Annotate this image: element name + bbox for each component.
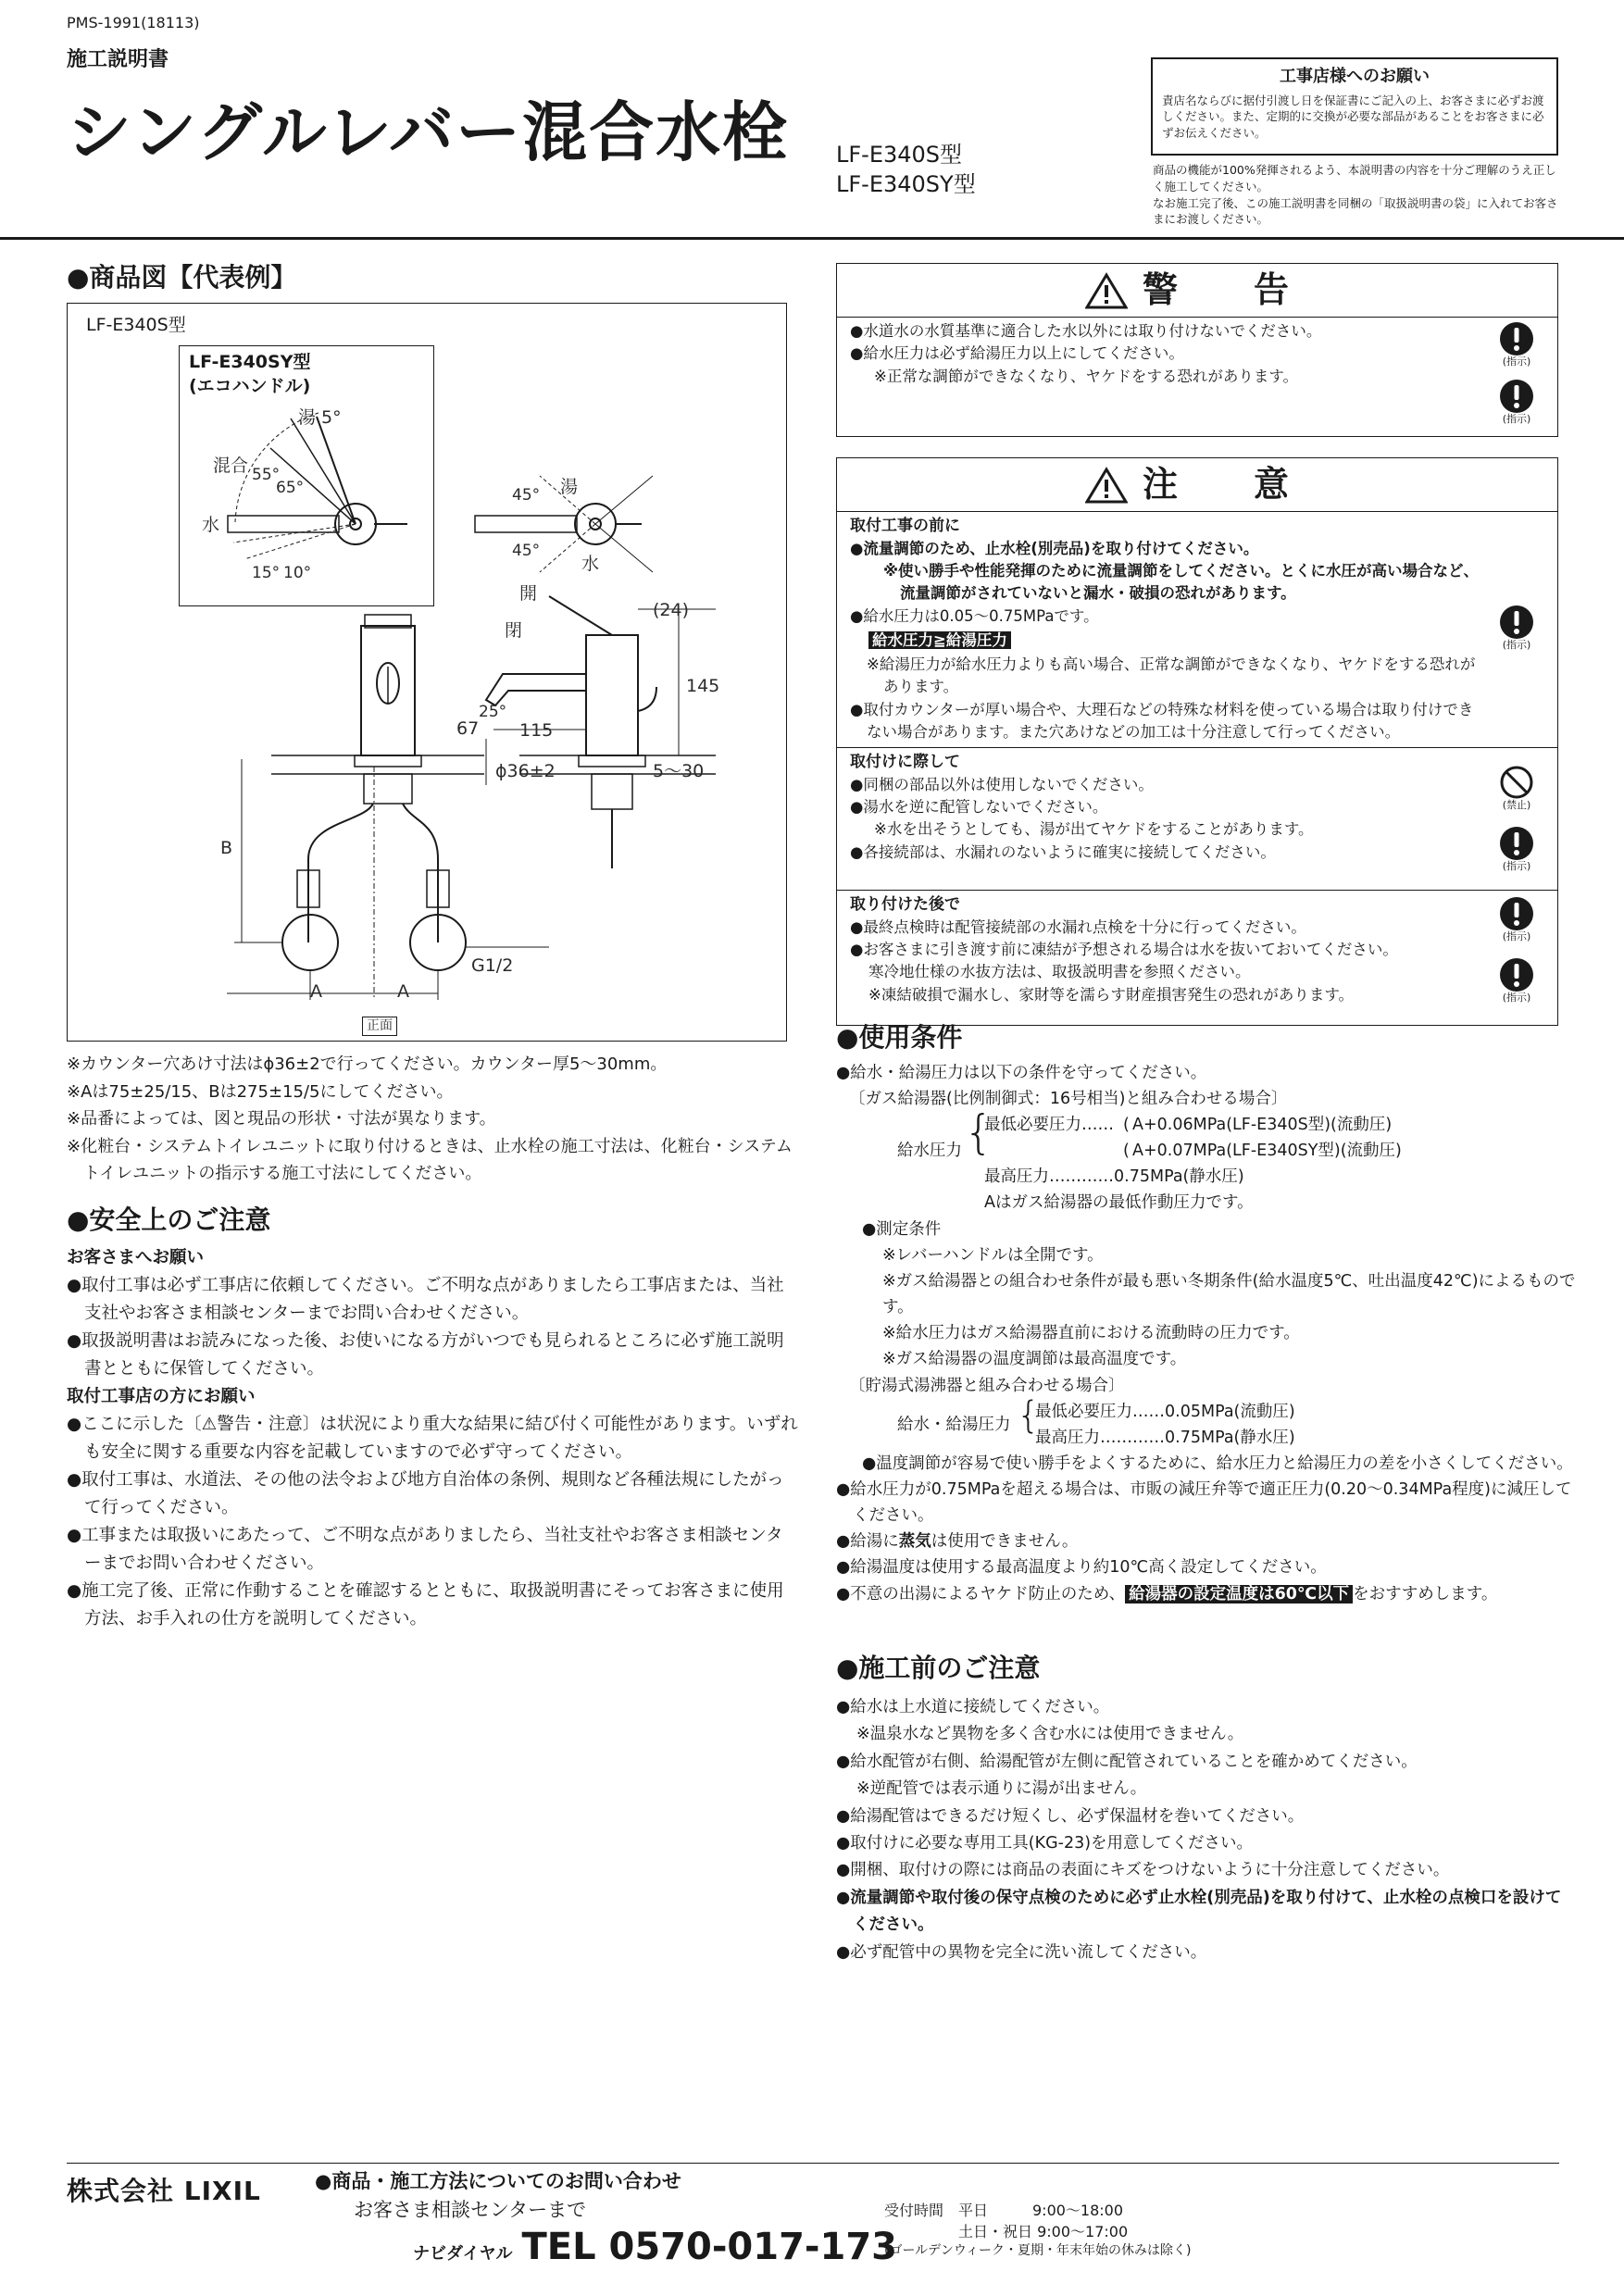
dim-145: 145 [686, 676, 720, 696]
safety-section-title: ●安全上のご注意 [67, 1204, 271, 1235]
caution-line: ※給湯圧力が給水圧力よりも高い場合、正常な調節ができなくなり、ヤケドをする恐れがあります。 [867, 655, 1476, 696]
inset-handle-label: (エコハンドル) [189, 376, 311, 396]
warning-title: 警 告 [1142, 269, 1309, 311]
caution-line: ●同梱の部品以外は使用しないでください。 [850, 775, 1154, 793]
brace-small-icon: ( [1123, 1116, 1130, 1135]
dim-24: (24) [653, 600, 690, 620]
min-pressure-sy: A+0.07MPa(LF-E340SY型)(流動圧) [1132, 1142, 1402, 1161]
instruction-icon [1493, 957, 1541, 1004]
pre-install-section-title: ●施工前のご注意 [836, 1653, 1041, 1683]
installer-notice-body: 責店名ならびに据付引渡し日を保証書にご記入の上、お客さまに必ずお渡しください。また、定期的に交換が必要な部品があることをお客さまに必ずお伝えください。 [1162, 93, 1544, 141]
instruction-icon [1493, 379, 1541, 425]
dim-B: B [220, 838, 233, 858]
measure-line: ※給水圧力はガス給湯器直前における流動時の圧力です。 [882, 1324, 1300, 1343]
caution-line: ●給水圧力は0.05〜0.75MPaです。 [850, 606, 1099, 625]
contact-sub: お客さま相談センターまで [354, 2198, 587, 2221]
angle-55: 55° [252, 466, 281, 484]
conditions-section-title: ●使用条件 [836, 1022, 963, 1053]
storage-max: 最高圧力…………0.75MPa(静水圧) [1035, 1428, 1295, 1447]
business-hours [884, 2201, 1192, 2261]
warning-box [836, 263, 1558, 437]
dim-A-right: A [397, 981, 409, 1002]
icon-caption: (指示) [1502, 639, 1531, 651]
label-mix: 混合 [213, 455, 249, 476]
gas-pressure-table [836, 1105, 1577, 1190]
pre-install-content [836, 1694, 1577, 1966]
scald-temp-highlight: 給湯器の設定温度は60℃以下 [1125, 1585, 1353, 1603]
label-hot: 湯 [560, 477, 579, 497]
warning-line: ●給水圧力は必ず給湯圧力以上にしてください。 [850, 344, 1184, 363]
exclamation-icon [1499, 379, 1534, 414]
navi-dial-label: ナビダイヤル [413, 2244, 513, 2264]
instruction-icon [1493, 605, 1541, 651]
inset-model-label: LF-E340SY型 [189, 352, 311, 372]
installer-notice-extra [1153, 162, 1560, 228]
customer-heading: お客さまへお願い [67, 1248, 205, 1267]
dim-G12: G1/2 [471, 955, 514, 976]
measure-line: ※レバーハンドルは全開です。 [882, 1245, 1104, 1265]
instruction-icon [1493, 321, 1541, 368]
measure-line: ※ガス給湯器との組合わせ条件が最も悪い冬期条件(給水温度5℃、吐出温度42℃)によるものです。 [882, 1271, 1576, 1317]
footer-divider [67, 2163, 1559, 2164]
caution-during-heading: 取付けに際して [850, 753, 960, 771]
caution-line: ●各接続部は、水漏れのないように確実に接続してください。 [850, 842, 1276, 861]
gas-heater-heading: 〔ガス給湯器(比例制御式：16号相当)と組み合わせる場合〕 [849, 1090, 1288, 1109]
model-numbers [836, 141, 976, 199]
storage-min: 最低必要圧力……0.05MPa(流動圧) [1035, 1402, 1295, 1421]
steam-note [836, 1529, 1577, 1554]
pre-install-item: ※逆配管では表示通りに湯が出ません。 [856, 1779, 1147, 1799]
scald-note-pre: ●不意の出湯によるヤケド防止のため、 [836, 1584, 1126, 1603]
steam-note-post: は使用できません。 [931, 1532, 1079, 1552]
caution-line: ※使い勝手や性能発揮のために流量調節をしてください。とくに水圧が高い場合など、流量調節がされていないと漏水・破損の恐れがあります。 [883, 562, 1480, 603]
pre-install-item: ●流量調節や取付後の保守点検のために必ず止水栓(別売品)を取り付けて、止水栓の点検口を設けてください。 [836, 1888, 1562, 1935]
figure-note: ※Aは75±25/15、Bは275±15/5にしてください。 [67, 1081, 454, 1102]
angle-45-top: 45° [512, 486, 541, 505]
caution-during-install [837, 748, 1557, 891]
caution-line: 寒冷地仕様の水抜方法は、取扱説明書を参照ください。 [868, 963, 1251, 981]
icon-caption: (指示) [1502, 992, 1531, 1004]
installer-notice-box [1151, 57, 1558, 156]
icon-caption: (指示) [1502, 860, 1531, 872]
warning-header [837, 264, 1557, 318]
figure-section-title: ●商品図【代表例】 [67, 262, 297, 293]
installer-item: ●工事または取扱いにあたって、ご不明な点がありましたら、当社支社やお客さま相談センターまでお問い合わせください。 [67, 1525, 783, 1573]
warning-line: ※正常な調節ができなくなり、ヤケドをする恐れがあります。 [874, 367, 1299, 385]
figure-notes [67, 1051, 798, 1188]
caution-line: ●湯水を逆に配管しないでください。 [850, 798, 1108, 817]
angle-25: 25° [479, 703, 507, 721]
icon-caption: (指示) [1502, 356, 1531, 368]
pressure-rule-badge: 給水圧力≧給湯圧力 [868, 631, 1011, 649]
notice-extra-line: なお施工完了後、この施工説明書を同梱の「取扱説明書の袋」に入れてお客さまにお渡しください。 [1153, 195, 1558, 227]
model-number: LF-E340S型 [836, 142, 963, 168]
dim-A-left: A [310, 981, 322, 1002]
icon-caption: (禁止) [1502, 799, 1531, 811]
conditions-intro: ●給水・給湯圧力は以下の条件を守ってください。 [836, 1064, 1207, 1082]
caution-header [837, 458, 1557, 512]
dim-115: 115 [519, 720, 554, 741]
installer-heading: 取付工事店の方にお願い [67, 1386, 256, 1406]
a-definition: Aはガス給湯器の最低作動圧力です。 [984, 1193, 1254, 1213]
faucet-drawing [68, 304, 788, 1042]
front-view-label: 正面 [362, 1017, 397, 1036]
installer-item: ●取付工事は、水道法、その他の法令および地方自治体の条例、規則など各種法規にしたがって行ってください。 [67, 1469, 784, 1517]
caution-line: ●流量調節のため、止水栓(別売品)を取り付けてください。 [850, 539, 1259, 557]
phone-number: TEL 0570-017-173 [521, 2226, 898, 2268]
storage-pressure-label: 給水・給湯圧力 [897, 1415, 1011, 1434]
contact-info [315, 2168, 681, 2224]
caution-line: ●お客さまに引き渡す前に凍結が予想される場合は水を抜いておいてください。 [850, 941, 1398, 959]
brace-icon: { [964, 1105, 993, 1160]
conditions-content [836, 1060, 1577, 1607]
installer-item: ●ここに示した〔⚠警告・注意〕は状況により重大な結果に結び付く可能性があります。いずれも安全に関する重要な内容を記載していますので必ず守ってください。 [67, 1414, 798, 1462]
measure-heading: ●測定条件 [862, 1219, 942, 1239]
pre-install-item: ●取付けに必要な専用工具(KG-23)を用意してください。 [836, 1833, 1254, 1853]
steam-note-pre: ●給湯に [836, 1532, 899, 1552]
figure-model-label: LF-E340S型 [86, 315, 186, 335]
steam-note-bold: 蒸気 [898, 1532, 931, 1552]
warning-body [837, 318, 1557, 436]
document-type: 施工説明書 [67, 48, 169, 71]
exclamation-icon [1499, 826, 1534, 861]
phone-number-line [413, 2222, 897, 2273]
document-number: PMS-1991(18113) [67, 14, 200, 31]
pre-install-item: ※温泉水など異物を多く含む水には使用できません。 [856, 1725, 1244, 1744]
caution-box [836, 457, 1558, 1026]
exclamation-icon [1499, 896, 1534, 931]
prohibition-icon [1493, 765, 1541, 811]
max-pressure: 最高圧力…………0.75MPa(静水圧) [984, 1167, 1244, 1187]
safety-content [67, 1244, 798, 1633]
hours-line: 受付時間 平日 9:00〜18:00 [884, 2202, 1124, 2219]
header-divider [0, 237, 1624, 240]
caution-before-install [837, 512, 1557, 748]
figure-note: ※カウンター穴あけ寸法はϕ36±2で行ってください。カウンター厚5〜30mm。 [67, 1054, 668, 1074]
customer-item: ●取付工事は必ず工事店に依頼してください。ご不明な点がありましたら工事店または、当社支社やお客さま相談センターまでお問い合わせください。 [67, 1275, 784, 1323]
pre-install-item: ●給湯配管はできるだけ短くし、必ず保温材を巻いてください。 [836, 1806, 1305, 1826]
icon-caption: (指示) [1502, 930, 1531, 942]
angle-65: 65° [276, 479, 305, 497]
caution-after-install [837, 891, 1557, 1026]
measure-line: ※ガス給湯器の温度調節は最高温度です。 [882, 1350, 1187, 1369]
dim-phi36: ϕ36±2 [495, 761, 556, 781]
installer-notice-title: 工事店様へのお願い [1280, 67, 1430, 86]
customer-item: ●取扱説明書はお読みになった後、お使いになる方がいつでも見られるところに必ず施工説明書とともに保管してください。 [67, 1330, 784, 1379]
min-pressure-label: 最低必要圧力…… [984, 1116, 1114, 1135]
pre-install-item: ●給水は上水道に接続してください。 [836, 1698, 1110, 1716]
angle-10: 10° [283, 564, 312, 582]
icon-caption: (指示) [1502, 413, 1531, 425]
page-title: シングルレバー混合水栓 [67, 94, 790, 170]
figure-note: ※品番によっては、図と現品の形状・寸法が異なります。 [67, 1109, 496, 1129]
pre-install-item: ●開梱、取付けの際には商品の表面にキズをつけないように十分注意してください。 [836, 1861, 1450, 1880]
installer-item: ●施工完了後、正常に作動することを確認するとともに、取扱説明書にそってお客さまに使用方法、お手入れの仕方を説明してください。 [67, 1580, 784, 1628]
caution-line: ●最終点検時は配管接続部の水漏れ点検を十分に行ってください。 [850, 917, 1306, 936]
company-name: 株式会社 LIXIL [67, 2176, 261, 2206]
over-pressure-note: ●給水圧力が0.75MPaを超える場合は、市販の減圧弁等で適正圧力(0.20〜0.34MPa程度)に減圧してください。 [836, 1479, 1572, 1526]
label-close: 閉 [505, 620, 523, 641]
temp-adjust-note: ●温度調節が容易で使い勝手をよくするために、給水圧力と給湯圧力の差を小さくしてください。 [862, 1454, 1573, 1473]
notice-extra-line: 商品の機能が100%発揮されるよう、本説明書の内容を十分ご理解のうえ正しく施工してください。 [1153, 163, 1556, 193]
product-figure [67, 303, 787, 1042]
label-open: 開 [519, 583, 538, 604]
warning-line: ●水道水の水質基準に適合した水以外には取り付けないでください。 [850, 322, 1322, 340]
brace-icon: { [1017, 1393, 1041, 1437]
exclamation-icon [1499, 321, 1534, 356]
storage-heater-heading: 〔貯湯式湯沸器と組み合わせる場合〕 [849, 1376, 1125, 1395]
pre-install-item: ●給水配管が右側、給湯配管が左側に配管されていることを確かめてください。 [836, 1752, 1418, 1771]
brace-small-icon: ( [1123, 1142, 1130, 1161]
storage-pressure-table [836, 1393, 1577, 1451]
caution-before-heading: 取付工事の前に [850, 517, 960, 535]
prohibited-icon [1499, 765, 1534, 800]
hours-line: (ゴールデンウィーク・夏期・年末年始の休みは除く) [884, 2243, 1192, 2259]
label-cold: 水 [581, 554, 600, 574]
angle-45-bottom: 45° [512, 542, 541, 560]
dim-5-30: 5〜30 [653, 761, 705, 781]
caution-line: ※凍結破損で漏水し、家財等を濡らす財産損害発生の恐れがあります。 [868, 985, 1355, 1004]
exclamation-icon [1499, 605, 1534, 640]
caution-title: 注 意 [1142, 464, 1309, 505]
warning-triangle-icon [1085, 467, 1128, 504]
supply-pressure-label: 給水圧力 [897, 1142, 962, 1161]
exclamation-icon [1499, 957, 1534, 992]
hours-line: 土日・祝日 9:00〜17:00 [884, 2222, 1129, 2240]
angle-15: 15° [252, 564, 281, 582]
instruction-icon [1493, 826, 1541, 872]
figure-note: ※化粧台・システムトイレユニットに取り付けるときは、止水栓の施工寸法は、化粧台・システムトイレユニットの指示する施工寸法にしてください。 [67, 1136, 793, 1184]
caution-after-heading: 取り付けた後で [850, 895, 960, 914]
scald-note-post: をおすすめします。 [1353, 1584, 1498, 1603]
model-number: LF-E340SY型 [836, 170, 976, 197]
min-pressure-s: A+0.06MPa(LF-E340S型)(流動圧) [1132, 1116, 1393, 1135]
instruction-icon [1493, 896, 1541, 942]
temp-setting-note: ●給湯温度は使用する最高温度より約10℃高く設定してください。 [836, 1558, 1327, 1578]
contact-heading: ●商品・施工方法についてのお問い合わせ [315, 2170, 681, 2192]
label-water: 水 [202, 515, 220, 535]
angle-hot-5: 湯 5° [298, 407, 342, 428]
caution-line: ※水を出そうとしても、湯が出てヤケドをすることがあります。 [874, 820, 1314, 839]
caution-line: ●取付カウンターが厚い場合や、大理石などの特殊な材料を使っている場合は取り付けできない場合があります。また穴あけなどの加工は十分注意して行ってください。 [850, 700, 1474, 741]
scald-note [836, 1581, 1577, 1607]
warning-triangle-icon [1085, 272, 1128, 309]
pre-install-item: ●必ず配管中の異物を完全に洗い流してください。 [836, 1942, 1207, 1962]
dim-67: 67 [456, 718, 480, 739]
